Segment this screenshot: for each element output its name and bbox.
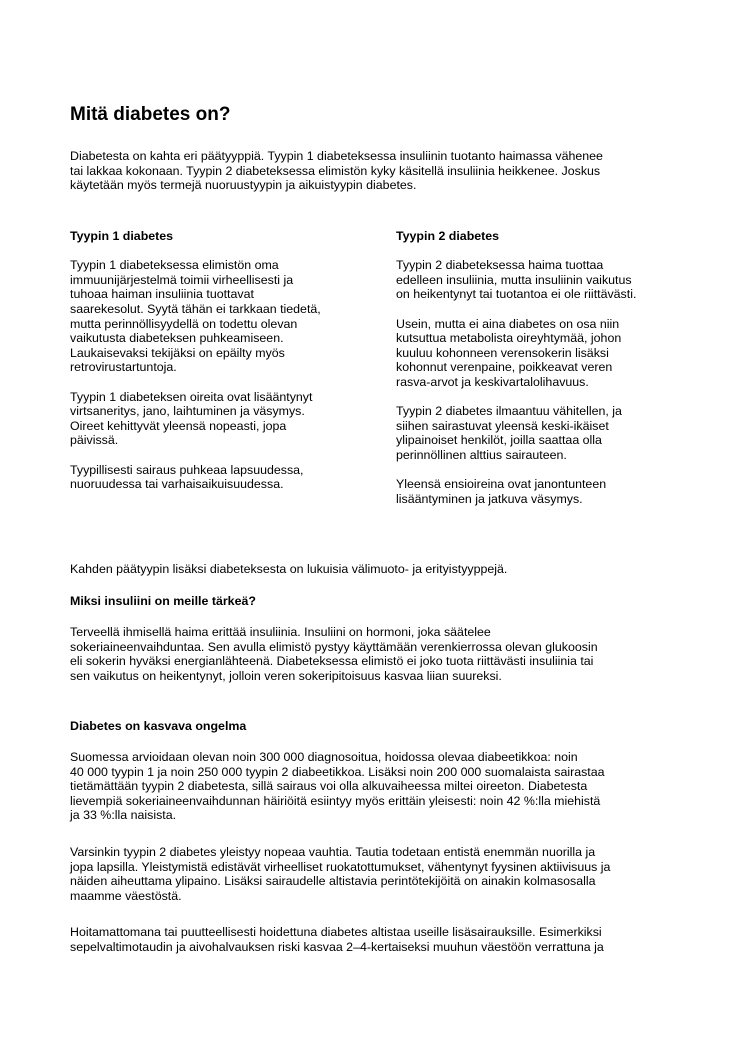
text-line: tai lakkaa kokonaan. Tyypin 2 diabeteksessa elimistön kyky käsitellä insuliinia heikkenee. Joskus <box>70 163 601 178</box>
text-line: Suomessa arvioidaan olevan noin 300 000 diagnosoitua, hoidossa olevaa diabeetikkoa: noin <box>70 750 578 764</box>
text-line: Yleensä ensioireina ovat janontunteen <box>396 477 607 492</box>
text-line: Laukaisevaksi tekijäksi on epäilty myös <box>70 345 285 360</box>
text-line: rasva-arvot ja keskivartalolihavuus. <box>396 374 589 389</box>
growing-heading: Diabetes on kasvava ongelma <box>70 719 247 733</box>
text-line: virtsaneritys, jano, laihtuminen ja väsymys. <box>70 404 305 419</box>
text-line: käytetään myös termejä nuoruustyypin ja aikuistyypin diabetes. <box>70 178 417 193</box>
growing-paragraph-1 <box>70 750 605 823</box>
text-line: Varsinkin tyypin 2 diabetes yleistyy nopeaa vauhtia. Tautia todetaan entistä enemmän nuorilla ja <box>70 845 596 859</box>
text-line: sokeriaineenvaihduntaa. Sen avulla elimistö pystyy käyttämään verenkierrossa olevan glukoosin <box>70 639 598 654</box>
text-line: kutsuttua metabolista oireyhtymää, johon <box>396 331 622 346</box>
type2-paragraph-2 <box>396 317 676 390</box>
text-line: eli sokerin hyväksi energianlähteenä. Diabeteksessa elimistö ei joko tuota riittävästi insuliinia tai <box>70 654 594 669</box>
type2-column <box>396 229 676 521</box>
other-types-paragraph: Kahden päätyypin lisäksi diabeteksesta on lukuisia välimuoto- ja erityistyyppejä. <box>70 562 508 576</box>
text-line: edelleen insuliinia, mutta insuliinin vaikutus <box>396 272 632 287</box>
text-line: maamme väestöstä. <box>70 888 182 903</box>
text-line: näiden aiheuttama ylipaino. Lisäksi sairaudelle altistavia perintötekijöitä on ainakin kolmasosalla <box>70 874 596 889</box>
text-line: Tyypin 1 diabeteksen oireita ovat lisääntynyt <box>70 389 313 404</box>
text-line: tuhoaa haiman insuliinia tuottavat <box>70 287 254 302</box>
growing-paragraph-2 <box>70 845 610 903</box>
text-line: lisääntyminen ja jatkuva väsymys. <box>396 491 583 506</box>
text-line: jopa lapsilla. Yleistymistä edistävät virheelliset ruokatottumukset, vähentynyt fyysinen aktiivisuus ja <box>70 859 611 874</box>
text-line: Terveellä ihmisellä haima erittää insuliinia. Insuliini on hormoni, joka säätelee <box>70 625 491 639</box>
text-line: Hoitamattomana tai puutteellisesti hoidettuna diabetes altistaa useille lisäsairauksille. Esimerkiksi <box>70 925 602 939</box>
insulin-paragraph <box>70 625 598 683</box>
type2-heading: Tyypin 2 diabetes <box>396 229 500 243</box>
type2-paragraph-3 <box>396 404 676 462</box>
type2-paragraph-1 <box>396 258 676 302</box>
page-title: Mitä diabetes on? <box>70 104 231 125</box>
type1-paragraph-2 <box>70 390 350 448</box>
text-line: mutta perinnöllisyydellä on todettu olevan <box>70 316 298 331</box>
growing-paragraph-3 <box>70 925 604 954</box>
text-line: Tyypin 1 diabeteksessa elimistön oma <box>70 258 279 273</box>
text-line: ylipainoiset henkilöt, joilla saattaa olla <box>396 433 602 448</box>
insulin-heading: Miksi insuliini on meille tärkeä? <box>70 594 256 608</box>
text-line: ja 33 %:lla naisista. <box>70 808 177 823</box>
type1-paragraph-3 <box>70 463 350 492</box>
type1-paragraph-1 <box>70 258 350 375</box>
text-line: 40 000 tyypin 1 ja noin 250 000 tyypin 2 diabeetikkoa. Lisäksi noin 200 000 suomalaista sairastaa <box>70 764 605 779</box>
text-line: tietämättään tyypin 2 diabetesta, sillä sairaus voi olla alkuvaiheessa miltei oireeton. Diabetesta <box>70 779 588 794</box>
text-line: Diabetesta on kahta eri päätyyppiä. Tyypin 1 diabeteksessa insuliinin tuotanto haimassa vähenee <box>70 149 603 163</box>
text-line: perinnöllinen alttius sairauteen. <box>396 447 567 462</box>
text-line: kohonnut verenpaine, poikkeavat veren <box>396 360 613 375</box>
type1-column <box>70 229 350 506</box>
text-line: lievempiä sokeriaineenvaihdunnan häiriöitä esiintyy myös erittäin yleisesti: noin 42 %:lla miehistä <box>70 793 601 808</box>
text-line: retrovirustartuntoja. <box>70 360 177 375</box>
text-line: kuuluu kohonneen verensokerin lisäksi <box>396 345 609 360</box>
intro-paragraph <box>70 149 603 193</box>
text-line: Tyypin 2 diabeteksessa haima tuottaa <box>396 258 604 273</box>
text-line: Usein, mutta ei aina diabetes on osa niin <box>396 316 620 331</box>
text-line: Tyypillisesti sairaus puhkeaa lapsuudessa, <box>70 462 304 477</box>
text-line: nuoruudessa tai varhaisaikuisuudessa. <box>70 477 284 492</box>
type1-heading: Tyypin 1 diabetes <box>70 229 174 243</box>
text-line: päivissä. <box>70 433 119 448</box>
text-line: on heikentynyt tai tuotantoa ei ole riittävästi. <box>396 287 637 302</box>
text-line: Tyypin 2 diabetes ilmaantuu vähitellen, ja <box>396 404 622 419</box>
text-line: siihen sairastuvat yleensä keski-ikäiset <box>396 418 609 433</box>
text-line: saarekesolut. Syytä tähän ei tarkkaan tiedetä, <box>70 301 321 316</box>
text-line: immuunijärjestelmä toimii virheellisesti ja <box>70 272 294 287</box>
text-line: sepelvaltimotaudin ja aivohalvauksen riski kasvaa 2–4-kertaiseksi muuhun väestöön verrattuna ja <box>70 939 604 954</box>
text-line: vaikutusta diabeteksen puhkeamiseen. <box>70 331 284 346</box>
text-line: sen vaikutus on heikentynyt, jolloin veren sokeripitoisuus kasvaa liian suureksi. <box>70 668 502 683</box>
type2-paragraph-4 <box>396 477 676 506</box>
text-line: Oireet kehittyvät yleensä nopeasti, jopa <box>70 418 287 433</box>
